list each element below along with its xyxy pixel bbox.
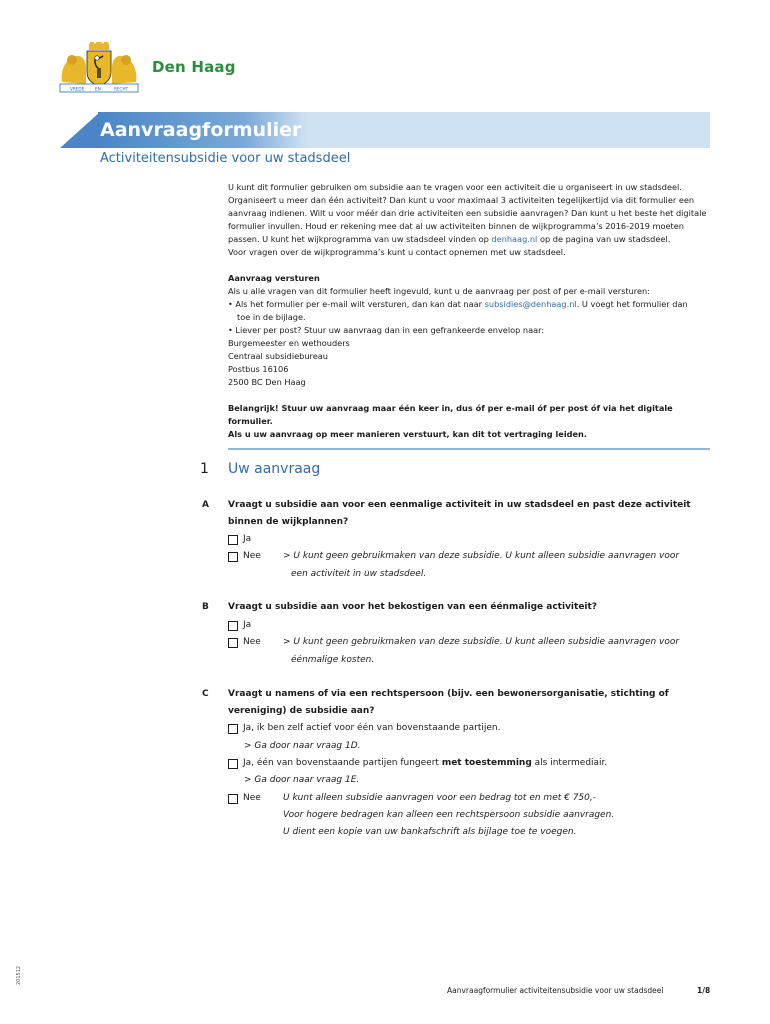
motto-right: RECHT	[114, 86, 129, 92]
question-c-text: Vraagt u namens of via een rechtspersoon (bijv. een bewonersorganisatie, stichting of vereniging) de subsidie aan?	[228, 689, 669, 716]
send-bullet-text: . U voegt het formulier dan	[576, 299, 688, 309]
option-label: Nee	[243, 637, 261, 647]
question-c-option-no-note: U kunt alleen subsidie aanvragen voor een bedrag tot en met € 750,-	[283, 793, 596, 803]
question-a-letter: A	[202, 500, 209, 510]
footer-side-code: 201512	[16, 965, 22, 985]
question-c-option-intermediary[interactable]	[228, 755, 607, 772]
option-label: Nee	[243, 551, 261, 561]
checkbox[interactable]	[228, 552, 238, 562]
address-line: Centraal subsidiebureau	[228, 351, 328, 361]
checkbox[interactable]	[228, 759, 238, 769]
intro-line-text: op de pagina van uw stadsdeel.	[537, 234, 671, 244]
question-c-letter: C	[202, 689, 209, 699]
option-label: Ja	[243, 534, 252, 544]
option-label	[243, 755, 607, 772]
motto-left: VREDE	[70, 86, 85, 92]
question-c-option-self[interactable]	[228, 720, 500, 737]
lion-left-icon	[62, 55, 86, 84]
email-link[interactable]: subsidies@denhaag.nl	[484, 299, 577, 309]
question-a-text: Vraagt u subsidie aan voor een eenmalige activiteit in uw stadsdeel en past deze activiteit binnen de wijkplannen?	[228, 500, 691, 527]
checkbox[interactable]	[228, 621, 238, 631]
page-subtitle: Activiteitensubsidie voor uw stadsdeel	[100, 151, 351, 166]
section-number: 1	[200, 461, 209, 477]
address-line: Burgemeester en wethouders	[228, 338, 350, 348]
send-bullet-email-cont: toe in de bijlage.	[237, 312, 306, 322]
question-c-option-intermediary-note: > Ga door naar vraag 1E.	[244, 775, 360, 785]
lion-right-icon	[112, 55, 136, 84]
important-notice: Belangrijk! Stuur uw aanvraag maar één keer in, dus óf per e-mail óf per post óf via het digitale formulier.	[228, 403, 673, 426]
intro-line: Voor vragen over de wijkprogramma’s kunt u contact opnemen met uw stadsdeel.	[228, 247, 566, 257]
send-heading: Aanvraag versturen	[228, 273, 320, 283]
question-a-note: > U kunt geen gebruikmaken van deze subsidie. U kunt alleen subsidie aanvragen voor	[283, 551, 680, 561]
address-line: Postbus 16106	[228, 364, 289, 374]
address-line: 2500 BC Den Haag	[228, 377, 306, 387]
checkbox[interactable]	[228, 794, 238, 804]
intro-line	[228, 233, 712, 246]
question-c-option-no-note: Voor hogere bedragen kan alleen een rechtspersoon subsidie aanvragen.	[283, 810, 615, 820]
question-b-option-no[interactable]	[228, 634, 261, 651]
motto-mid: EN	[95, 86, 101, 92]
question-b-option-yes[interactable]	[228, 617, 251, 634]
denhaag-link[interactable]: denhaag.nl	[491, 234, 538, 244]
option-label-bold: met toestemming	[441, 758, 532, 768]
question-b-text: Vraagt u subsidie aan voor het bekostigen van een éénmalige activiteit?	[228, 602, 598, 612]
section-title: Uw aanvraag	[228, 461, 321, 477]
option-label: Ja, ik ben zelf actief voor één van bovenstaande partijen.	[243, 723, 501, 733]
intro-line: Organiseert u meer dan één activiteit? Dan kunt u voor maximaal 3 activiteiten tegelijkertijd via dit formulier een	[228, 195, 695, 205]
footer-title: Aanvraagformulier activiteitensubsidie voor uw stadsdeel	[447, 986, 664, 995]
option-label-text: als intermediair.	[531, 758, 608, 768]
page-number: 1/8	[697, 986, 711, 995]
send-bullet-post: • Liever per post? Stuur uw aanvraag dan in een gefrankeerde envelop naar:	[228, 325, 545, 335]
checkbox[interactable]	[228, 535, 238, 545]
question-c-option-self-note: > Ga door naar vraag 1D.	[244, 741, 361, 751]
question-a-option-yes[interactable]	[228, 531, 251, 548]
question-a-note: een activiteit in uw stadsdeel.	[291, 569, 427, 579]
option-label: Nee	[243, 793, 261, 803]
important-notice: Als u uw aanvraag op meer manieren verstuurt, kan dit tot vertraging leiden.	[228, 429, 587, 439]
checkbox[interactable]	[228, 638, 238, 648]
option-label-text: Ja, één van bovenstaande partijen fungeert	[243, 758, 442, 768]
question-b-letter: B	[202, 602, 209, 612]
crown-icon	[89, 42, 109, 50]
option-label: Ja	[243, 620, 252, 630]
intro-line: U kunt dit formulier gebruiken om subsidie aan te vragen voor een activiteit die u organiseert in uw stadsdeel.	[228, 182, 682, 192]
intro-line: formulier invullen. Houd er rekening mee dat al uw activiteiten binnen de wijkprogramma’s 2016-2019 moeten	[228, 221, 684, 231]
den-haag-coat-of-arms-logo	[58, 42, 140, 96]
checkbox[interactable]	[228, 724, 238, 734]
question-b-note: éénmalige kosten.	[291, 655, 375, 665]
question-a-option-no[interactable]	[228, 548, 261, 565]
intro-line-text: passen. U kunt het wijkprogramma van uw stadsdeel vinden op	[228, 234, 492, 244]
brand-name: Den Haag	[152, 58, 236, 76]
intro-text	[228, 181, 712, 441]
send-line: Als u alle vragen van dit formulier heeft ingevuld, kunt u de aanvraag per post of per e-mail versturen:	[228, 286, 650, 296]
shield-icon	[87, 51, 111, 86]
section-divider	[228, 448, 710, 450]
send-bullet-text: • Als het formulier per e-mail wilt versturen, dan kan dat naar	[228, 299, 485, 309]
title-band-wedge	[60, 112, 100, 148]
motto-ribbon	[60, 84, 138, 92]
question-c-option-no[interactable]	[228, 790, 261, 807]
page-title: Aanvraagformulier	[100, 119, 302, 141]
send-bullet-email	[228, 298, 712, 311]
question-b-note: > U kunt geen gebruikmaken van deze subsidie. U kunt alleen subsidie aanvragen voor	[283, 637, 680, 647]
intro-line: aanvraag indienen. Wilt u voor méér dan drie activiteiten een subsidie aanvragen? Dan kunt u het beste het digitale	[228, 208, 707, 218]
question-c-option-no-note: U dient een kopie van uw bankafschrift als bijlage toe te voegen.	[283, 827, 577, 837]
